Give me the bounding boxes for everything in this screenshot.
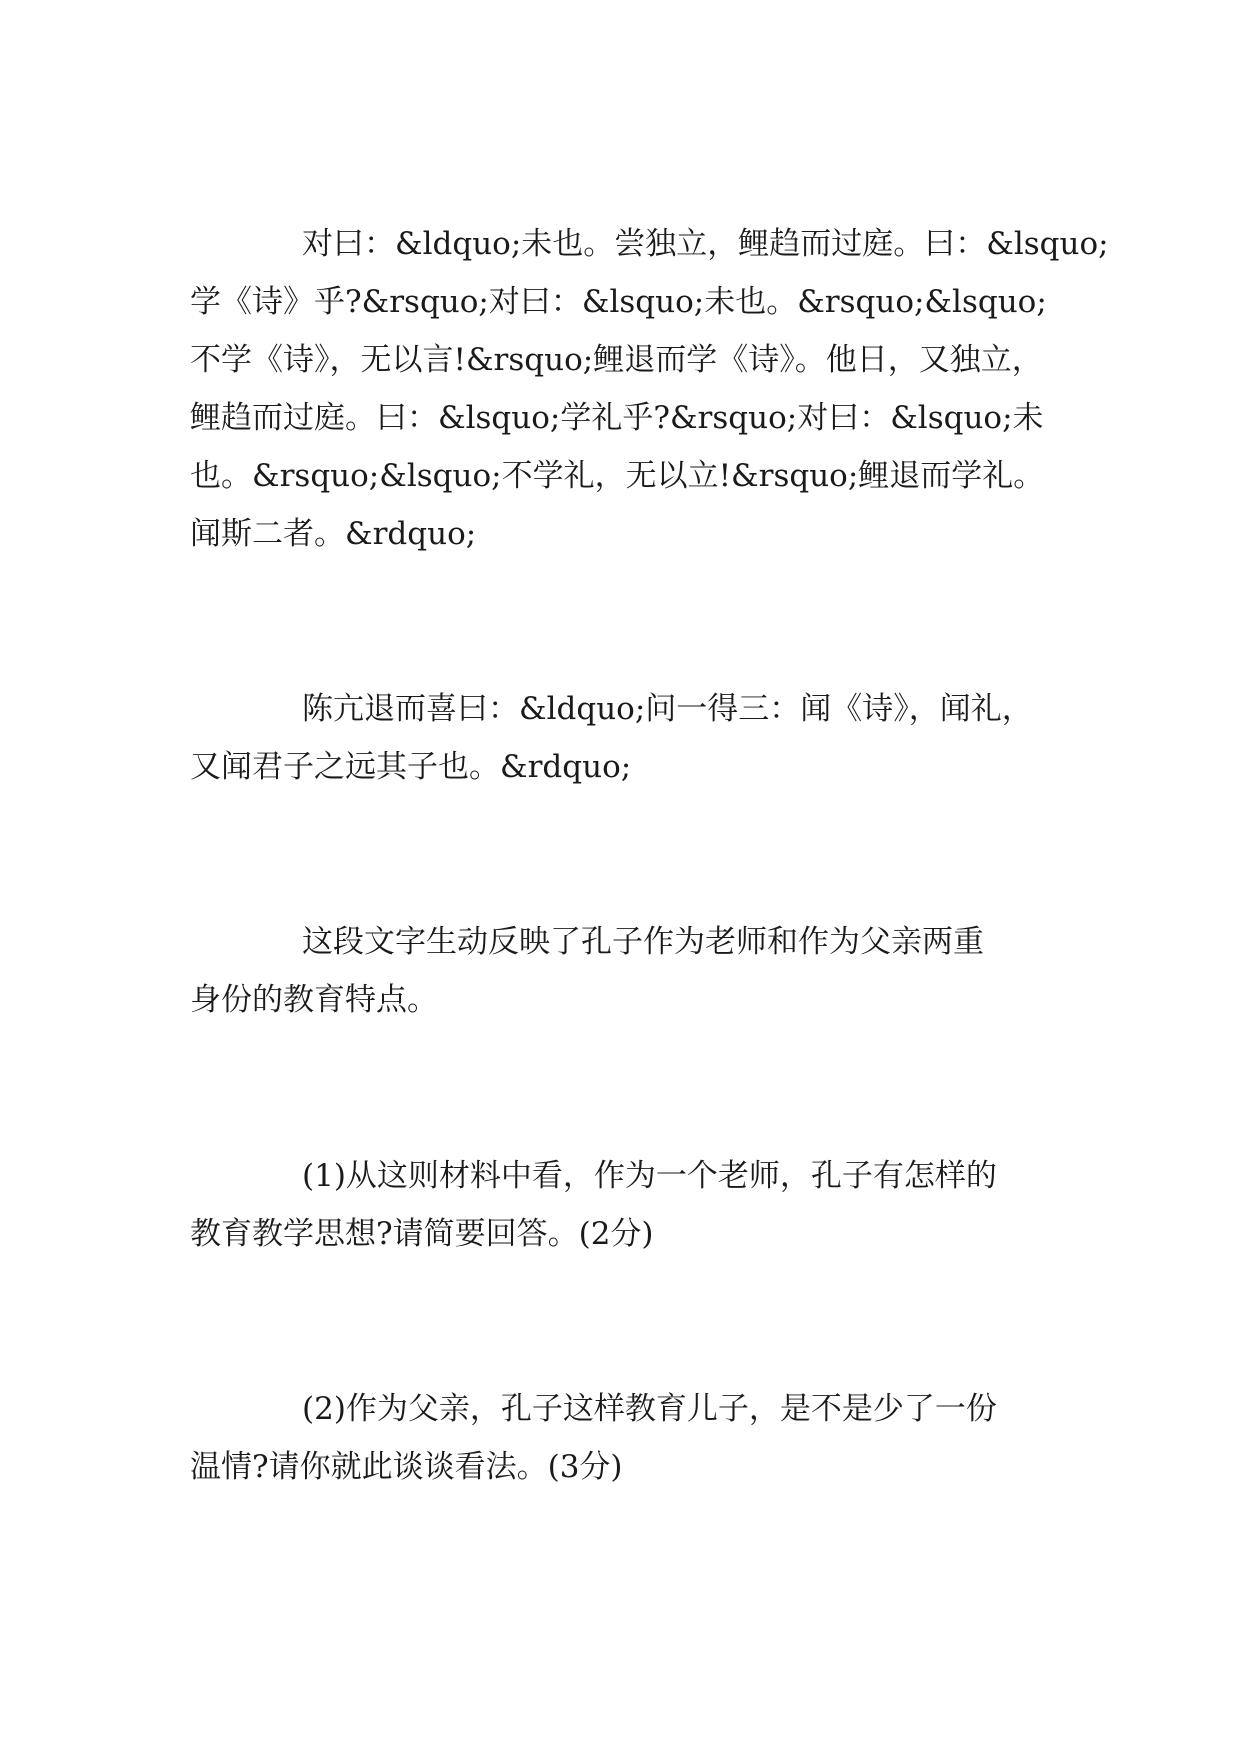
question-2: [190, 1380, 1070, 1496]
text-line: 也。&rsquo;&lsquo;不学礼，无以立!&rsquo;鲤退而学礼。: [190, 458, 1045, 494]
text-line: 这段文字生动反映了孔子作为老师和作为父亲两重: [302, 924, 984, 960]
paragraph-summary: [190, 913, 1070, 1029]
paragraph-dialogue-li: [190, 215, 1109, 563]
text-line: (1)从这则材料中看，作为一个老师，孔子有怎样的: [302, 1158, 997, 1194]
text-line: (2)作为父亲，孔子这样教育儿子，是不是少了一份: [302, 1391, 997, 1427]
text-line: 陈亢退而喜曰：&ldquo;问一得三：闻《诗》，闻礼，: [302, 691, 1033, 727]
text-line: 对曰：&ldquo;未也。尝独立，鲤趋而过庭。曰：&lsquo;: [302, 226, 1109, 262]
text-line: 又闻君子之远其子也。&rdquo;: [190, 749, 632, 785]
text-line: 教育教学思想?请简要回答。(2分): [190, 1216, 654, 1252]
text-line: 身份的教育特点。: [190, 982, 438, 1018]
text-line: 不学《诗》，无以言!&rsquo;鲤退而学《诗》。他日，又独立，: [190, 342, 1043, 378]
paragraph-chen-kang: [190, 680, 1070, 796]
text-line: 学《诗》乎?&rsquo;对曰：&lsquo;未也。&rsquo;&lsquo;: [190, 284, 1047, 320]
text-line: 鲤趋而过庭。曰：&lsquo;学礼乎?&rsquo;对曰：&lsquo;未: [190, 400, 1044, 436]
text-line: 温情?请你就此谈谈看法。(3分): [190, 1449, 623, 1485]
text-line: 闻斯二者。&rdquo;: [190, 516, 477, 552]
question-1: [190, 1147, 1070, 1263]
